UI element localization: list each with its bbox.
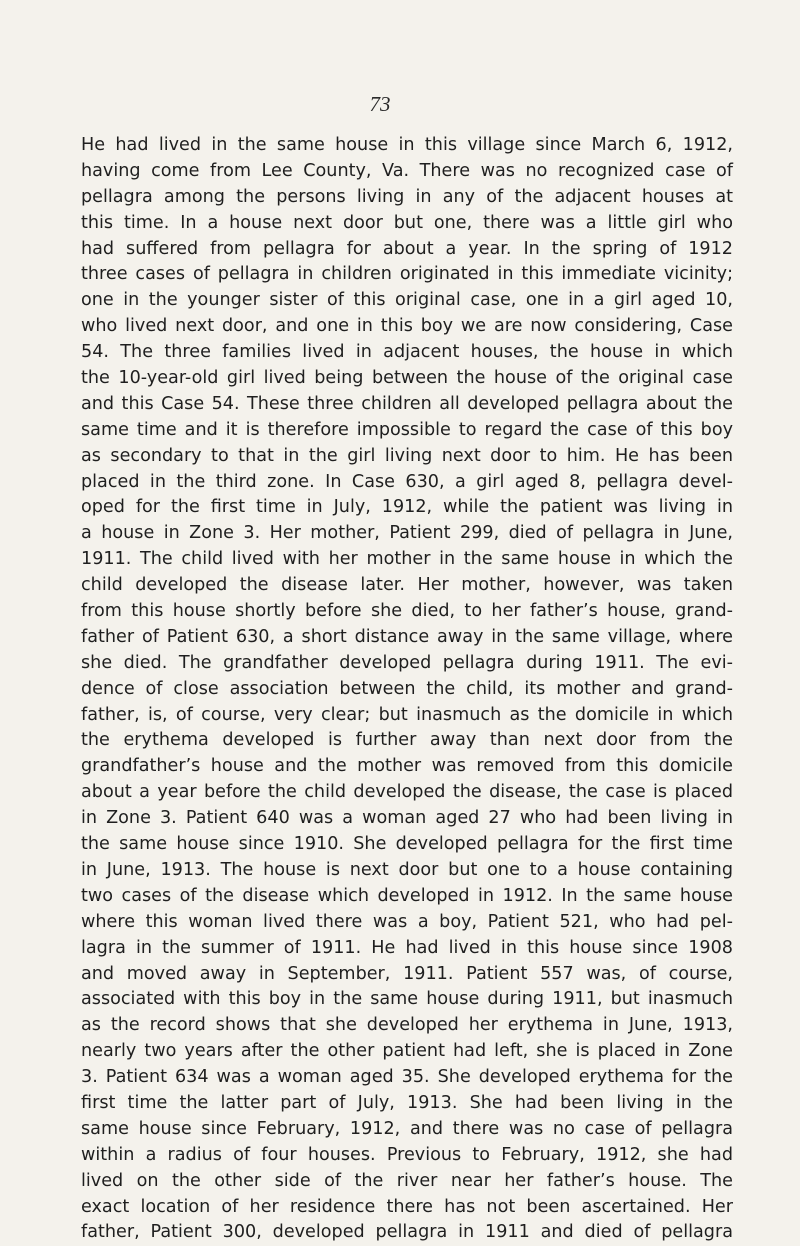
- text-line: the same house since 1910. She developed pellagra for the first time: [81, 834, 733, 855]
- text-line: in June, 1913. The house is next door but one to a house containing: [81, 859, 733, 880]
- text-line: where this woman lived there was a boy, Patient 521, who had pel-: [81, 911, 733, 932]
- text-line: the erythema developed is further away than next door from the: [81, 730, 733, 751]
- text-line: oped for the first time in July, 1912, while the patient was living in: [81, 497, 733, 518]
- text-line: father of Patient 630, a short distance away in the same village, where: [81, 626, 733, 647]
- text-line: about a year before the child developed the disease, the case is placed: [81, 782, 733, 803]
- text-line: father, is, of course, very clear; but inasmuch as the domicile in which: [81, 704, 733, 725]
- text-line: lagra in the summer of 1911. He had lived in this house since 1908: [81, 937, 733, 958]
- text-line: pellagra among the persons living in any of the adjacent houses at: [81, 186, 733, 207]
- text-line: same house since February, 1912, and there was no case of pellagra: [81, 1118, 733, 1139]
- text-line: from this house shortly before she died, to her father’s house, grand-: [81, 601, 733, 622]
- text-line: one in the younger sister of this original case, one in a girl aged 10,: [81, 290, 733, 311]
- text-line: within a radius of four houses. Previous to February, 1912, she had: [81, 1144, 733, 1165]
- text-line: associated with this boy in the same house during 1911, but inasmuch: [81, 989, 733, 1010]
- text-line: the 10-year-old girl lived being between the house of the original case: [81, 368, 733, 389]
- text-line: as the record shows that she developed her erythema in June, 1913,: [81, 1015, 733, 1036]
- text-line: a house in Zone 3. Her mother, Patient 299, died of pellagra in June,: [81, 523, 733, 544]
- text-line: placed in the third zone. In Case 630, a girl aged 8, pellagra devel-: [81, 471, 733, 492]
- text-line: dence of close association between the child, its mother and grand-: [81, 678, 733, 699]
- text-line: three cases of pellagra in children originated in this immediate vicinity;: [81, 264, 733, 285]
- body-paragraph: [81, 133, 733, 1246]
- text-line: two cases of the disease which developed in 1912. In the same house: [81, 885, 733, 906]
- text-line: and this Case 54. These three children all developed pellagra about the: [81, 393, 733, 414]
- text-line: she died. The grandfather developed pellagra during 1911. The evi-: [81, 652, 733, 673]
- text-line: father, Patient 300, developed pellagra in 1911 and died of pellagra: [81, 1222, 733, 1243]
- text-line: nearly two years after the other patient had left, she is placed in Zone: [81, 1041, 733, 1062]
- text-line: 54. The three families lived in adjacent houses, the house in which: [81, 342, 733, 363]
- text-line: first time the latter part of July, 1913. She had been living in the: [81, 1092, 733, 1113]
- text-line: exact location of her residence there has not been ascertained. Her: [81, 1196, 733, 1217]
- text-line: 1911. The child lived with her mother in the same house in which the: [81, 549, 733, 570]
- text-line: this time. In a house next door but one, there was a little girl who: [81, 212, 733, 233]
- text-line: lived on the other side of the river near her father’s house. The: [81, 1170, 733, 1191]
- text-line: in Zone 3. Patient 640 was a woman aged 27 who had been living in: [81, 808, 733, 829]
- text-line: 3. Patient 634 was a woman aged 35. She developed erythema for the: [81, 1067, 733, 1088]
- text-line: He had lived in the same house in this village since March 6, 1912,: [81, 135, 733, 155]
- text-line: and moved away in September, 1911. Patient 557 was, of course,: [81, 963, 733, 984]
- text-line: same time and it is therefore impossible to regard the case of this boy: [81, 419, 733, 440]
- text-line: as secondary to that in the girl living next door to him. He has been: [81, 445, 733, 466]
- text-line: who lived next door, and one in this boy we are now considering, Case: [81, 316, 733, 337]
- text-line: grandfather’s house and the mother was removed from this domicile: [81, 756, 733, 777]
- page-number: 73: [369, 92, 391, 116]
- text-line: having come from Lee County, Va. There was no recognized case of: [81, 160, 733, 181]
- text-line: child developed the disease later. Her mother, however, was taken: [81, 575, 733, 596]
- text-line: had suffered from pellagra for about a year. In the spring of 1912: [81, 238, 733, 259]
